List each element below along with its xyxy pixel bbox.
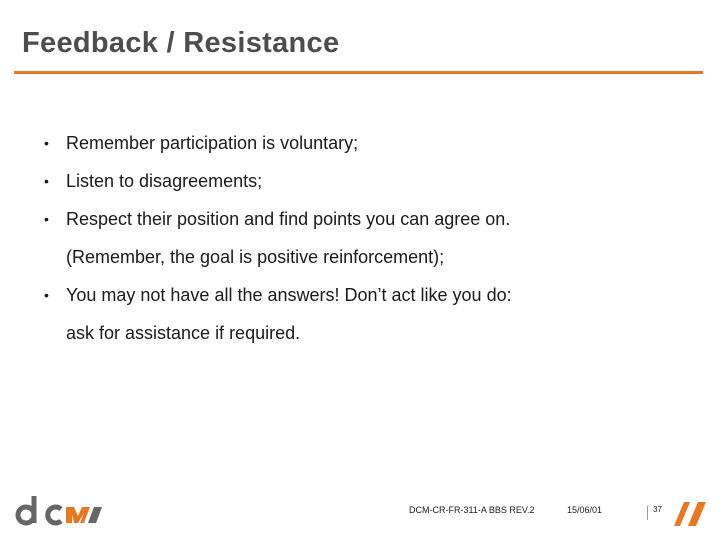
bullet-dot: • <box>44 287 49 303</box>
bullet-text: Respect their position and find points you can agree on. <box>66 209 511 229</box>
bullet-text: Listen to disagreements; <box>66 171 263 191</box>
bullet-item <box>44 124 684 162</box>
dcm-logo <box>14 494 106 528</box>
bullet-text: You may not have all the answers! Don’t act like you do: <box>66 285 512 305</box>
bullet-dot: • <box>44 173 49 189</box>
footer-document-id: DCM-CR-FR-311-A BBS REV.2 <box>409 505 535 515</box>
bullet-dot: • <box>44 135 49 151</box>
bullet-item <box>44 200 684 276</box>
slash-mark-icon <box>672 496 708 528</box>
bullet-list <box>44 124 684 352</box>
bullet-continuation: (Remember, the goal is positive reinforcement); <box>66 247 445 267</box>
bullet-item <box>44 162 684 200</box>
title-underline <box>14 71 703 74</box>
page-number: 37 <box>653 505 662 514</box>
footer-separator <box>647 506 648 520</box>
bullet-text: Remember participation is voluntary; <box>66 133 359 153</box>
slide-title: Feedback / Resistance <box>22 27 340 59</box>
bullet-dot: • <box>44 211 49 227</box>
bullet-continuation: ask for assistance if required. <box>66 323 301 343</box>
bullet-item <box>44 276 684 352</box>
footer-date: 15/06/01 <box>567 505 603 515</box>
